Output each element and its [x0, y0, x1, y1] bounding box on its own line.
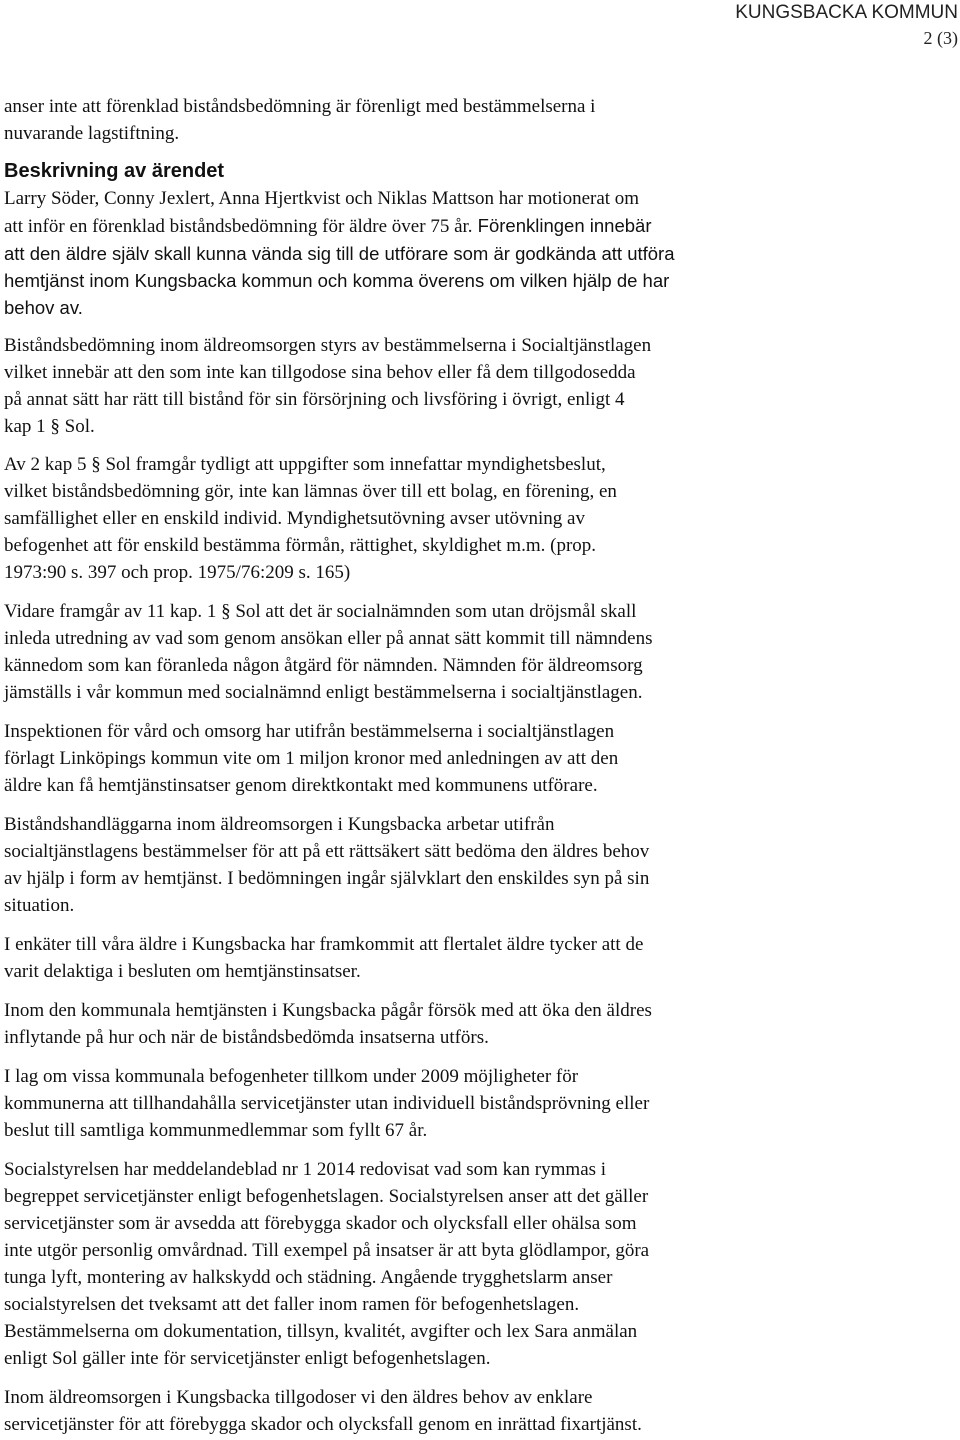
text-line: begreppet servicetjänster enligt befogenhetslagen. Socialstyrelsen anser att det gäller — [4, 1186, 649, 1207]
text-line: kännedom som kan föranleda någon åtgärd för nämnden. Nämnden för äldreomsorg — [4, 655, 643, 676]
text-line: inflytande på hur och när de biståndsbedömda insatserna utförs. — [4, 1027, 489, 1048]
text-line: förlagt Linköpings kommun vite om 1 miljon kronor med anledningen av att den — [4, 748, 619, 769]
document-body — [4, 93, 954, 1438]
text-line: vilket biståndsbedömning gör, inte kan lämnas över till ett bolag, en förening, en — [4, 481, 617, 502]
paragraph — [4, 598, 954, 706]
paragraph — [4, 811, 954, 919]
text-line: socialtjänstlagens bestämmelser för att på ett rättsäkert sätt bedöma den äldres behov — [4, 841, 650, 862]
intro-paragraph — [4, 93, 954, 147]
text-line: jämställs i vår kommun med socialnämnd enligt bestämmelserna i socialtjänstlagen. — [4, 682, 643, 703]
text-segment: att inför en förenklad biståndsbedömning för äldre över 75 år. — [4, 216, 473, 237]
text-line: Inom den kommunala hemtjänsten i Kungsbacka pågår försök med att öka den äldres — [4, 1000, 652, 1021]
text-line — [4, 212, 954, 240]
text-line: situation. — [4, 895, 75, 916]
paragraph — [4, 1384, 954, 1438]
text-line: kap 1 § Sol. — [4, 416, 95, 437]
paragraph — [4, 451, 954, 586]
text-line: befogenhet att för enskild bestämma förmån, rättighet, skyldighet m.m. (prop. — [4, 535, 597, 556]
text-line: 1973:90 s. 397 och prop. 1975/76:209 s. 165) — [4, 562, 351, 583]
text-line: Av 2 kap 5 § Sol framgår tydligt att uppgifter som innefattar myndighetsbeslut, — [4, 454, 606, 475]
text-line: hemtjänst inom Kungsbacka kommun och komma överens om vilken hjälp de har — [4, 270, 670, 291]
text-segment: Förenklingen innebär — [472, 215, 652, 236]
text-line: Biståndshandläggarna inom äldreomsorgen i Kungsbacka arbetar utifrån — [4, 814, 555, 835]
text-line: enligt Sol gäller inte för servicetjänster enligt befogenhetslagen. — [4, 1348, 491, 1369]
text-line: beslut till samtliga kommunmedlemmar som fyllt 67 år. — [4, 1120, 428, 1141]
text-line: Biståndsbedömning inom äldreomsorgen styrs av bestämmelserna i Socialtjänstlagen — [4, 335, 652, 356]
text-line: inleda utredning av vad som genom ansökan eller på annat sätt kommit till nämndens — [4, 628, 653, 649]
paragraph — [4, 931, 954, 985]
text-line: varit delaktiga i besluten om hemtjänstinsatser. — [4, 961, 361, 982]
text-line: behov av. — [4, 297, 83, 318]
text-line: Bestämmelserna om dokumentation, tillsyn, kvalitét, avgifter och lex Sara anmälan — [4, 1321, 638, 1342]
section-heading: Beskrivning av ärendet — [4, 160, 225, 182]
text-line: inte utgör personlig omvårdnad. Till exempel på insatser är att byta glödlampor, göra — [4, 1240, 650, 1261]
paragraph — [4, 1156, 954, 1372]
text-line: Inspektionen för vård och omsorg har utifrån bestämmelserna i socialtjänstlagen — [4, 721, 615, 742]
paragraph — [4, 997, 954, 1051]
text-line: servicetjänster för att förebygga skador och olycksfall genom en inrättad fixartjänst. — [4, 1414, 642, 1435]
text-line: Vidare framgår av 11 kap. 1 § Sol att det är socialnämnden som utan dröjsmål skall — [4, 601, 637, 622]
text-line: Inom äldreomsorgen i Kungsbacka tillgodoser vi den äldres behov av enklare — [4, 1387, 593, 1408]
text-line: I enkäter till våra äldre i Kungsbacka har framkommit att flertalet äldre tycker att de — [4, 934, 644, 955]
text-line: att den äldre själv skall kunna vända sig till de utförare som är godkända att utföra — [4, 243, 675, 264]
organization-name: KUNGSBACKA KOMMUN — [735, 2, 958, 23]
text-line: kommunerna att tillhandahålla servicetjänster utan individuell biståndsprövning eller — [4, 1093, 650, 1114]
text-line: tunga lyft, montering av halkskydd och städning. Angående trygghetslarm anser — [4, 1267, 613, 1288]
paragraph — [4, 332, 954, 440]
text-line: samfällighet eller en enskild individ. Myndighetsutövning avser utövning av — [4, 508, 585, 529]
text-line: anser inte att förenklad biståndsbedömning är förenligt med bestämmelserna i — [4, 96, 596, 117]
text-line: på annat sätt har rätt till bistånd för sin försörjning och livsföring i övrigt, enligt 4 — [4, 389, 625, 410]
page-number: 2 (3) — [923, 28, 958, 48]
paragraph — [4, 1063, 954, 1144]
paragraph — [4, 718, 954, 799]
text-line: av hjälp i form av hemtjänst. I bedömningen ingår självklart den enskildes syn på sin — [4, 868, 650, 889]
text-line: Larry Söder, Conny Jexlert, Anna Hjertkvist och Niklas Mattson har motionerat om — [4, 188, 640, 209]
motion-paragraph — [4, 185, 954, 321]
text-line: nuvarande lagstiftning. — [4, 123, 180, 144]
text-line: Socialstyrelsen har meddelandeblad nr 1 2014 redovisat vad som kan rymmas i — [4, 1159, 607, 1180]
text-line: socialstyrelsen det tveksamt att det faller inom ramen för befogenhetslagen. — [4, 1294, 580, 1315]
text-line: servicetjänster som är avsedda att förebygga skador och olycksfall eller ohälsa som — [4, 1213, 637, 1234]
text-line: vilket innebär att den som inte kan tillgodose sina behov eller få dem tillgodosedda — [4, 362, 636, 383]
text-line: I lag om vissa kommunala befogenheter tillkom under 2009 möjligheter för — [4, 1066, 579, 1087]
text-line: äldre kan få hemtjänstinsatser genom direktkontakt med kommunens utförare. — [4, 775, 598, 796]
